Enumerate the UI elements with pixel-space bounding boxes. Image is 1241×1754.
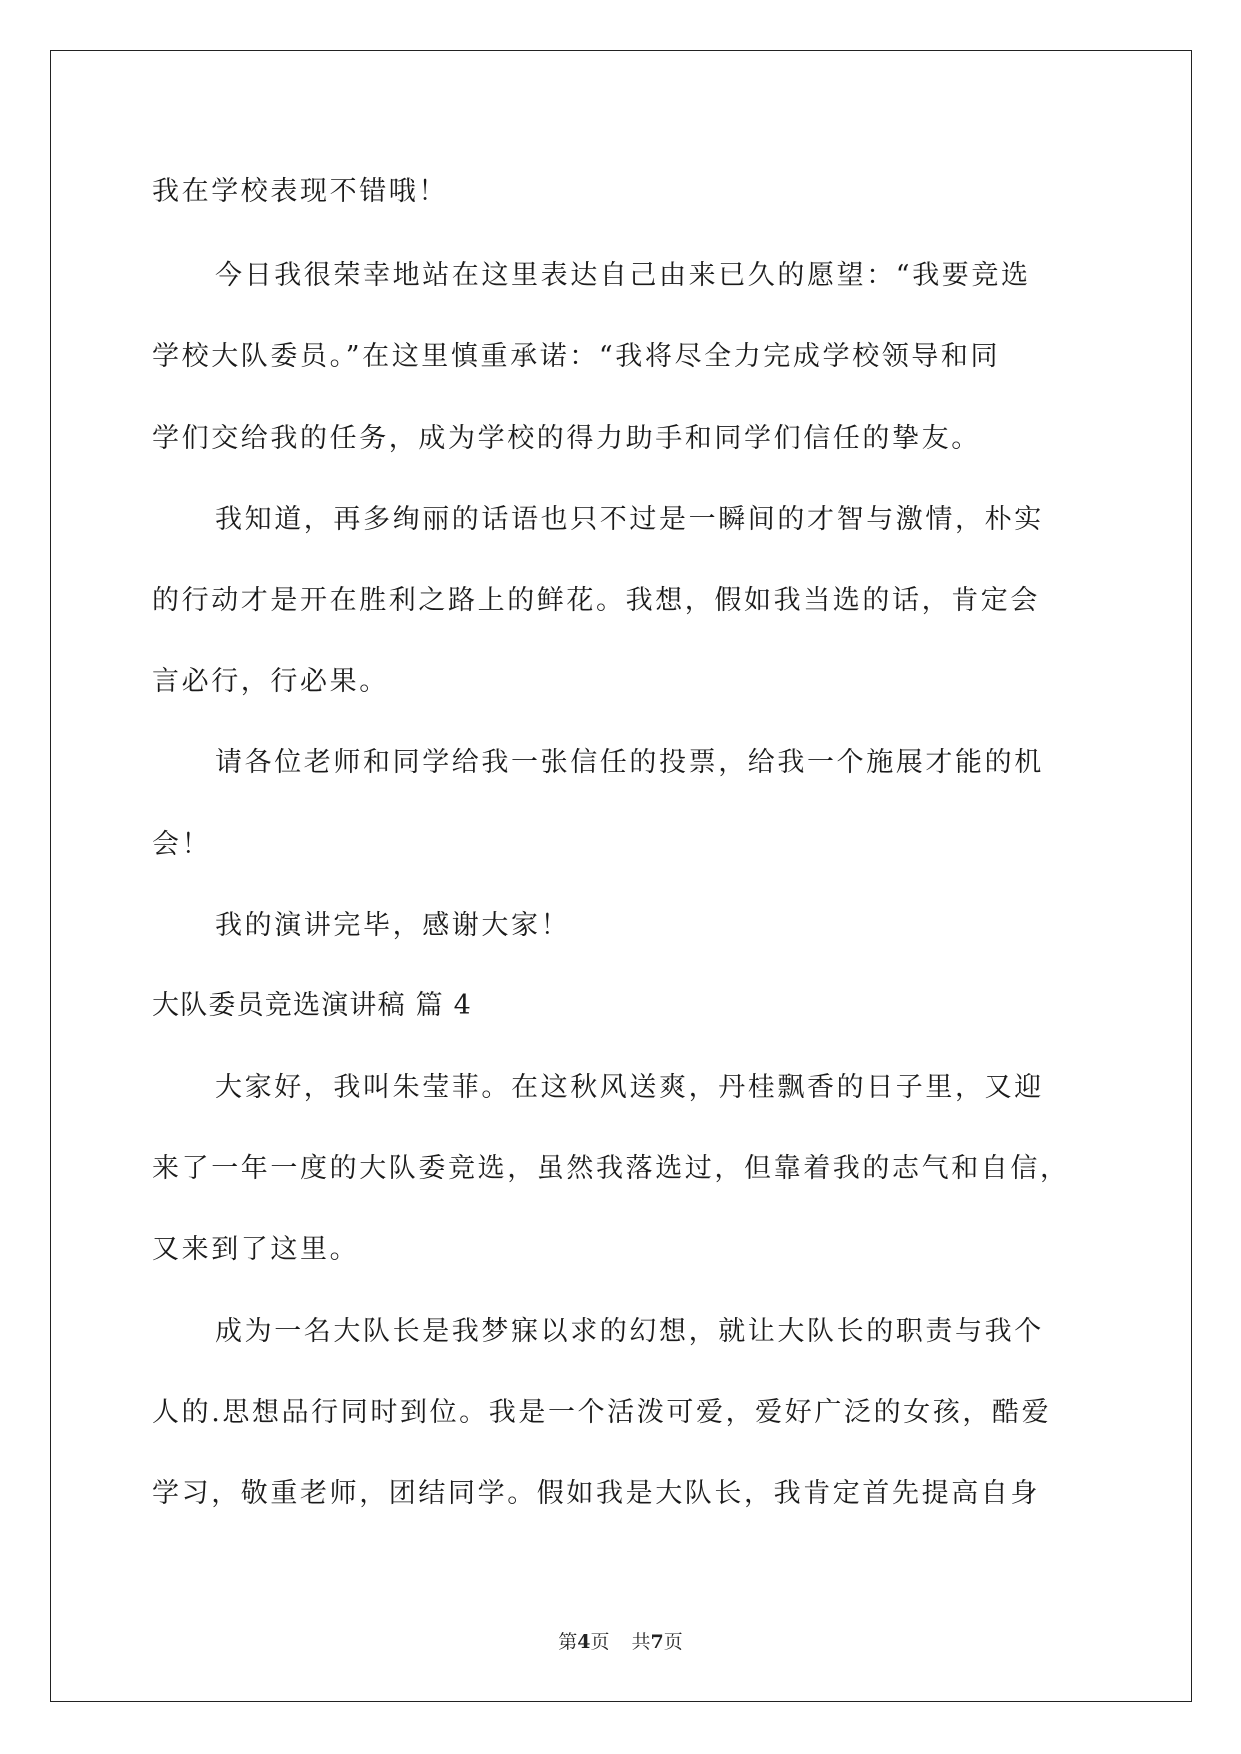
- section-heading: 大队委员竞选演讲稿 篇 4: [152, 990, 472, 1021]
- text-line: 来了一年一度的大队委竞选，虽然我落选过，但靠着我的志气和自信，: [152, 1153, 1070, 1184]
- paragraph-line: 大家好，我叫朱莹菲。在这秋风送爽，丹桂飘香的日子里，又迎: [215, 1072, 1044, 1103]
- text-line: 言必行，行必果。: [152, 666, 389, 697]
- text-line: 又来到了这里。: [152, 1234, 360, 1265]
- page-border: [50, 50, 1192, 1702]
- total-page-number: 7: [650, 1631, 664, 1653]
- text-line: 学校大队委员。”在这里慎重承诺：“我将尽全力完成学校领导和同: [152, 341, 1001, 372]
- text-line: 学习，敬重老师，团结同学。假如我是大队长，我肯定首先提高自身: [152, 1478, 1040, 1509]
- text-line: 的行动才是开在胜利之路上的鲜花。我想，假如我当选的话，肯定会: [152, 585, 1040, 616]
- text-line: 学们交给我的任务，成为学校的得力助手和同学们信任的挚友。: [152, 423, 981, 454]
- paragraph-line: 请各位老师和同学给我一张信任的投票，给我一个施展才能的机: [215, 747, 1044, 778]
- paragraph-line: 我知道，再多绚丽的话语也只不过是一瞬间的才智与激情，朴实: [215, 504, 1044, 535]
- text-line: 人的.思想品行同时到位。我是一个活泼可爱，爱好广泛的女孩，酷爱: [152, 1397, 1052, 1428]
- total-prefix: 共: [631, 1631, 651, 1653]
- page-footer: [0, 1630, 1241, 1654]
- text-line: 会！: [152, 829, 212, 860]
- paragraph-line: 今日我很荣幸地站在这里表达自己由来已久的愿望：“我要竞选: [215, 260, 1031, 291]
- paragraph-line: 我的演讲完毕，感谢大家！: [215, 910, 571, 941]
- total-suffix: 页: [663, 1631, 683, 1653]
- page-suffix: 页: [590, 1631, 610, 1653]
- page-prefix: 第: [558, 1631, 578, 1653]
- paragraph-line: 成为一名大队长是我梦寐以求的幻想，就让大队长的职责与我个: [215, 1316, 1044, 1347]
- current-page-number: 4: [577, 1631, 591, 1653]
- text-line: 我在学校表现不错哦！: [152, 176, 448, 207]
